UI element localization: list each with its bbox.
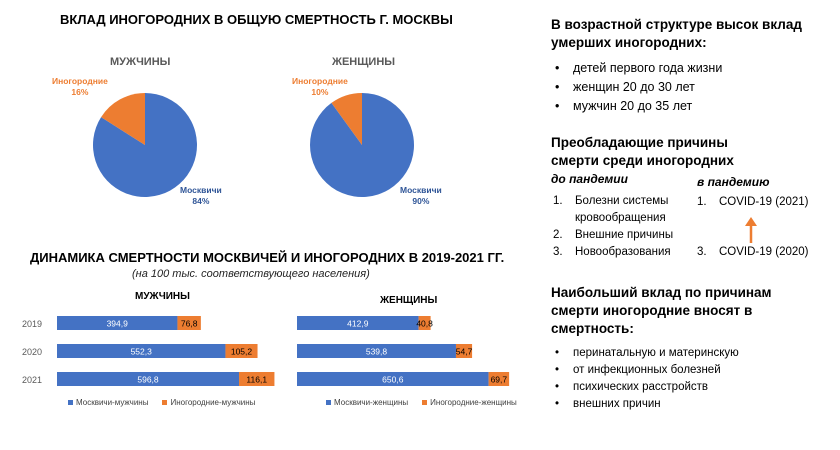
men-nonresident-label: Иногородние (52, 76, 108, 86)
year-tick-label: 2021 (22, 375, 43, 385)
legend-item (162, 398, 255, 407)
list-number: 1. (553, 195, 563, 207)
list-item: • внешних причин (565, 396, 739, 413)
during-pandemic-label: в пандемию (697, 175, 770, 189)
legend-moscow-women: Москвичи-женщины (334, 398, 409, 407)
legend-item (422, 398, 517, 407)
legend-item (68, 398, 148, 407)
year-tick-label: 2020 (22, 347, 43, 357)
age-list (551, 59, 722, 116)
bars-title: ДИНАМИКА СМЕРТНОСТИ МОСКВИЧЕЙ И ИНОГОРОДНИХ В 2019-2021 ГГ. (30, 250, 505, 265)
before-pandemic-list (553, 193, 693, 261)
women-label-nonresident: 69,7 (490, 374, 508, 385)
list-text: COVID-19 (2020) (719, 246, 809, 258)
list-number: 2. (553, 229, 563, 241)
men-bar-title: МУЖЧИНЫ (135, 291, 190, 302)
list-text: Болезни системы кровообращения (575, 195, 669, 224)
list-item: • от инфекционных болезней (565, 362, 739, 379)
pies-title: ВКЛАД ИНОГОРОДНИХ В ОБЩУЮ СМЕРТНОСТЬ Г. МОСКВЫ (60, 12, 453, 27)
bars-subtitle: (на 100 тыс. соответствующего населения) (132, 268, 370, 280)
list-item: • женщин 20 до 30 лет (565, 78, 722, 97)
causes-heading: Преобладающие причины смерти среди иногородних (551, 135, 734, 168)
men-bar-legend (68, 398, 255, 407)
men-label-nonresident: 105,2 (230, 346, 253, 357)
before-pandemic-label: до пандемии (551, 172, 628, 186)
men-nonresident-pct: 16% (71, 87, 89, 97)
women-label-nonresident: 40,8 (416, 318, 433, 329)
contrib-heading: Наибольший вклад по причинам смерти иногородние вносят в смертность: (551, 285, 772, 336)
men-label-nonresident: 116,1 (246, 374, 268, 385)
list-item: • детей первого года жизни (565, 59, 722, 78)
women-bar-legend (326, 398, 517, 407)
women-moscow-pct: 90% (412, 196, 430, 206)
up-arrow-icon (743, 216, 759, 244)
men-moscow-pct: 84% (192, 196, 210, 206)
during-item-1 (697, 196, 808, 208)
list-number: 1. (697, 196, 707, 208)
men-pie-inside-label (180, 185, 222, 207)
list-number: 3. (697, 246, 707, 258)
men-label-moscow: 596,8 (137, 374, 159, 385)
list-item (553, 193, 693, 227)
list-number: 3. (553, 246, 563, 258)
list-text: Новообразования (575, 246, 671, 258)
women-label-moscow: 539,8 (365, 346, 388, 357)
list-item: • мужчин 20 до 35 лет (565, 97, 722, 116)
women-moscow-label: Москвичи (400, 185, 442, 195)
women-label-moscow: 412,9 (347, 318, 369, 329)
women-bar-title: ЖЕНЩИНЫ (380, 295, 438, 306)
men-moscow-label: Москвичи (180, 185, 222, 195)
legend-swatch-moscow (326, 400, 331, 405)
legend-item (326, 398, 408, 407)
legend-nonresident-men: Иногородние-мужчины (170, 398, 256, 407)
men-label-moscow: 394,9 (106, 318, 128, 329)
men-label-moscow: 552,3 (130, 346, 152, 357)
list-item: • психических расстройств (565, 379, 739, 396)
legend-swatch-nonresident (422, 400, 427, 405)
list-item (553, 227, 693, 244)
women-label-moscow: 650,6 (382, 374, 404, 385)
men-label-nonresident: 76,8 (180, 318, 198, 329)
list-item (553, 244, 693, 261)
legend-nonresident-women: Иногородние-женщины (430, 398, 517, 407)
women-pie-title: ЖЕНЩИНЫ (332, 56, 396, 68)
year-tick-label: 2019 (22, 319, 43, 329)
legend-moscow-men: Москвичи-мужчины (76, 398, 149, 407)
men-pie-title: МУЖЧИНЫ (110, 56, 171, 68)
list-text: Внешние причины (575, 229, 674, 241)
age-heading: В возрастной структуре высок вклад умерших иногородних: (551, 17, 802, 50)
list-item: • перинатальную и материнскую (565, 345, 739, 362)
during-item-3 (697, 246, 808, 258)
legend-swatch-nonresident (162, 400, 167, 405)
list-text: COVID-19 (2021) (719, 196, 809, 208)
women-nonresident-pct: 10% (311, 87, 329, 97)
contrib-list (551, 345, 739, 413)
women-label-nonresident: 54,7 (455, 346, 473, 357)
legend-swatch-moscow (68, 400, 73, 405)
women-nonresident-label: Иногородние (292, 76, 348, 86)
women-pie-inside-label (400, 185, 442, 207)
